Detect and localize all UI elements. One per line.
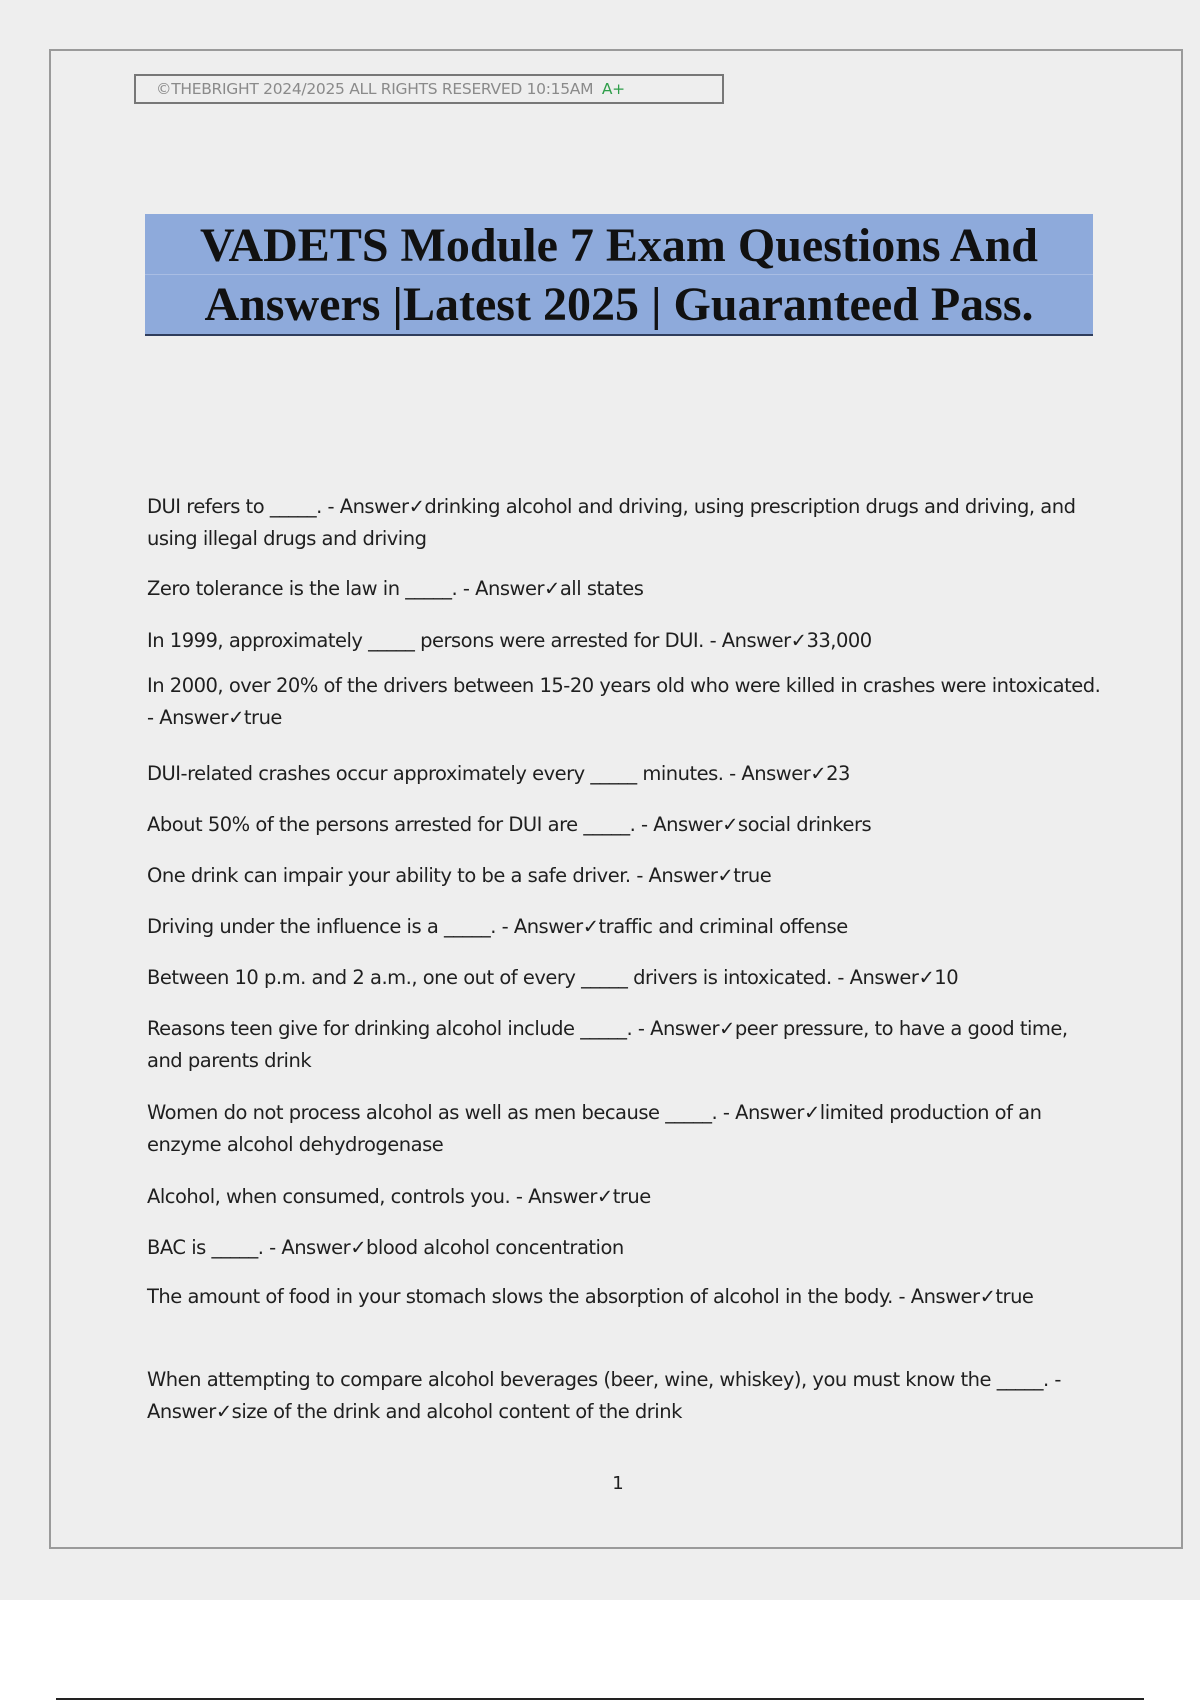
answer-text: size of the drink and alcohol content of the drink [231, 1400, 682, 1423]
answer-text: social drinkers [737, 813, 872, 836]
answer-label: - Answer [892, 1285, 980, 1308]
answer-text: traffic and criminal offense [598, 915, 848, 938]
answer-label: - Answer [703, 629, 791, 652]
qa-item [147, 911, 1107, 943]
answer-label: - Answer [457, 577, 544, 600]
qa-item [147, 491, 1107, 555]
answer-label: - Answer [717, 1101, 804, 1124]
question-text: One drink can impair your ability to be a safe driver. [147, 864, 631, 887]
answer-label: - Answer [723, 762, 811, 785]
qa-item [147, 625, 1107, 657]
question-text: DUI refers to _____. [147, 495, 322, 518]
answer-text: true [243, 706, 282, 729]
answer-label: - Answer [321, 495, 409, 518]
answer-label: - Answer [635, 813, 723, 836]
qa-item [147, 1364, 1107, 1428]
question-text: Driving under the influence is a _____. [147, 915, 496, 938]
check-icon: ✓ [803, 1101, 820, 1124]
qa-item [147, 1232, 1107, 1264]
question-text: About 50% of the persons arrested for DUI are _____. [147, 813, 636, 836]
check-icon: ✓ [408, 495, 425, 518]
answer-label: - Answer [147, 706, 229, 729]
qa-item [147, 1013, 1107, 1077]
answer-text: 23 [826, 762, 850, 785]
question-text: Reasons teen give for drinking alcohol include _____. [147, 1017, 633, 1040]
check-icon: ✓ [718, 1017, 735, 1040]
check-icon: ✓ [722, 813, 738, 836]
page-title-line-2: Answers |Latest 2025 | Guaranteed Pass. [204, 278, 1034, 331]
check-icon: ✓ [979, 1285, 996, 1308]
answer-label: - Answer [510, 1185, 597, 1208]
answer-text: limited production of an enzyme alcohol dehydrogenase [147, 1101, 1042, 1156]
question-text: In 1999, approximately _____ persons were arrested for DUI. [147, 629, 704, 652]
question-text: Zero tolerance is the law in _____. [147, 577, 458, 600]
question-text: Alcohol, when consumed, controls you. [147, 1185, 511, 1208]
copyright-header [134, 74, 724, 104]
answer-text: all states [559, 577, 644, 600]
answer-label: - Answer [263, 1236, 351, 1259]
qa-item [147, 962, 1107, 994]
qa-item [147, 1281, 1107, 1313]
answer-label: - Answer [630, 864, 718, 887]
question-text: The amount of food in your stomach slows the absorption of alcohol in the body. [147, 1285, 893, 1308]
qa-item [147, 1181, 1107, 1213]
question-text: When attempting to compare alcohol beverages (beer, wine, whiskey), you must know the _____. [147, 1368, 1049, 1391]
answer-text: drinking alcohol and driving, using prescription drugs and driving, and using illegal drugs and driving [147, 495, 1076, 550]
check-icon: ✓ [228, 706, 244, 729]
qa-item [147, 1097, 1107, 1161]
qa-item [147, 573, 1107, 605]
title-divider [145, 274, 1093, 275]
page-title-line-1: VADETS Module 7 Exam Questions And [200, 219, 1038, 272]
qa-item [147, 758, 1107, 790]
answer-text: true [612, 1185, 651, 1208]
grade-badge: A+ [601, 80, 625, 98]
answer-label: - Answer [495, 915, 583, 938]
check-icon: ✓ [544, 577, 560, 600]
question-text: Women do not process alcohol as well as men because _____. [147, 1101, 718, 1124]
answer-label: - Answer [147, 1368, 1061, 1423]
document-page [49, 49, 1183, 1549]
question-text: BAC is _____. [147, 1236, 264, 1259]
page-number: 1 [612, 1473, 624, 1494]
question-text: Between 10 p.m. and 2 a.m., one out of every _____ drivers is intoxicated. [147, 966, 832, 989]
copyright-text: ©THEBRIGHT 2024/2025 ALL RIGHTS RESERVED 10:15AM [156, 80, 594, 98]
check-icon: ✓ [918, 966, 935, 989]
check-icon: ✓ [215, 1400, 232, 1423]
answer-label: - Answer [831, 966, 919, 989]
answer-text: 10 [934, 966, 959, 989]
answer-text: peer pressure, to have a good time, and parents drink [147, 1017, 1068, 1072]
qa-item [147, 809, 1107, 841]
check-icon: ✓ [810, 762, 827, 785]
check-icon: ✓ [717, 864, 734, 887]
answer-text: blood alcohol concentration [366, 1236, 624, 1259]
title-banner [145, 214, 1093, 336]
qa-item [147, 670, 1107, 734]
check-icon: ✓ [582, 915, 599, 938]
question-text: DUI-related crashes occur approximately every _____ minutes. [147, 762, 724, 785]
check-icon: ✓ [350, 1236, 367, 1259]
answer-text: 33,000 [806, 629, 872, 652]
check-icon: ✓ [790, 629, 807, 652]
qa-item [147, 860, 1107, 892]
question-text: In 2000, over 20% of the drivers between 15-20 years old who were killed in crashes were intoxicated. [147, 674, 1101, 697]
answer-text: true [995, 1285, 1034, 1308]
answer-label: - Answer [632, 1017, 719, 1040]
check-icon: ✓ [596, 1185, 613, 1208]
answer-text: true [733, 864, 772, 887]
